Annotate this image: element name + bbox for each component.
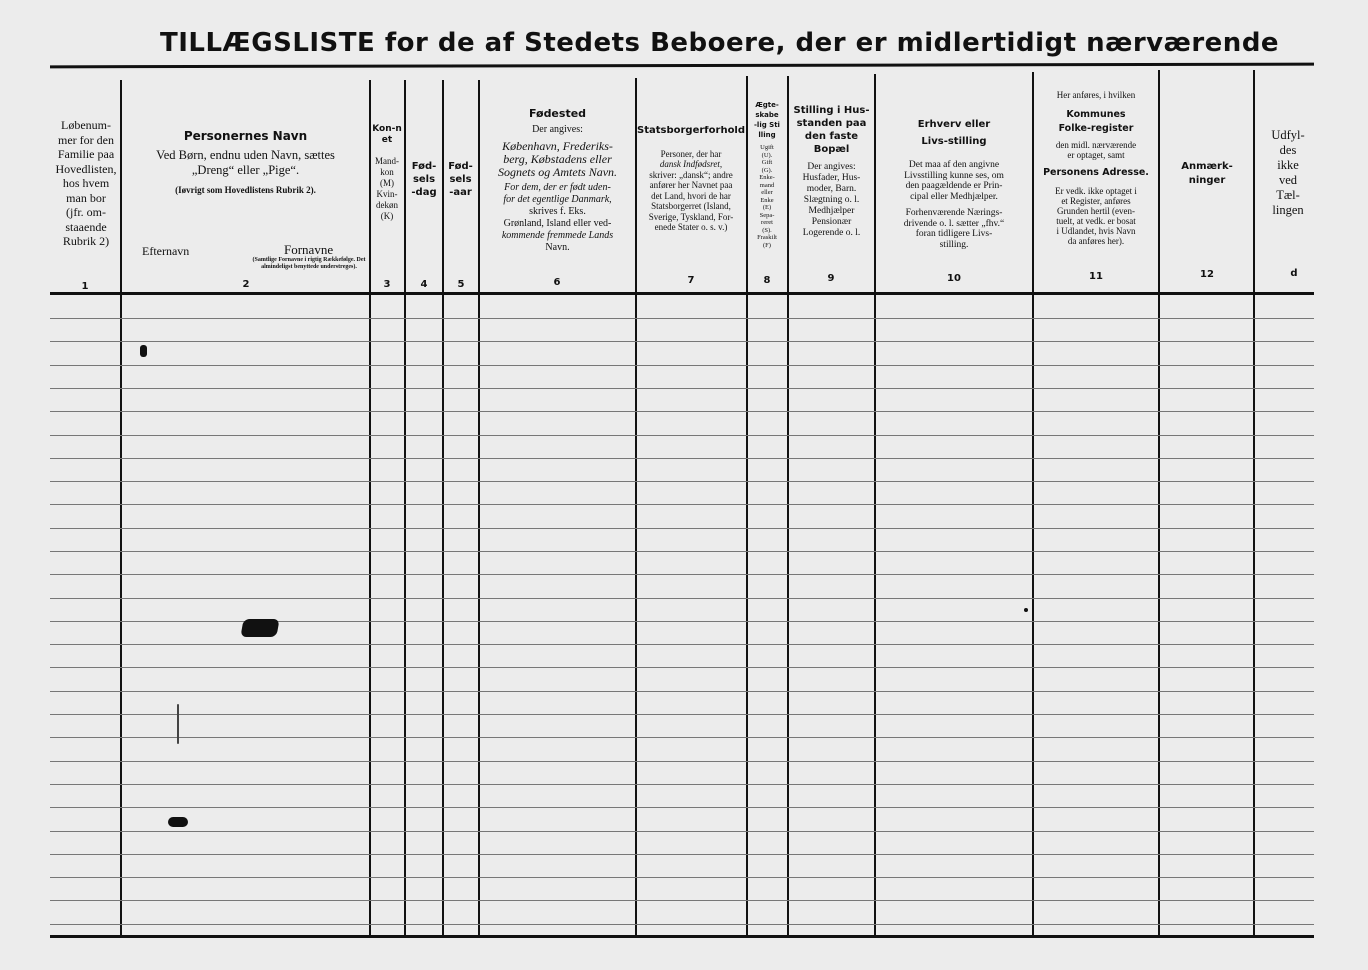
col10-line: drivende o. l. sætter „fhv.“ bbox=[903, 218, 1005, 229]
col3-heading: Kon-net bbox=[372, 124, 402, 145]
col2-heading: Personernes Navn bbox=[183, 130, 308, 143]
col9-line: Medhjælper bbox=[808, 206, 855, 216]
col4-heading: Fød-sels-dag bbox=[411, 161, 437, 198]
col10-line: Forhenværende Nærings- bbox=[905, 208, 1003, 218]
col10-line: Det maa af den angivne bbox=[908, 160, 1000, 170]
col3-line: (K) bbox=[380, 211, 394, 221]
ink-stroke bbox=[177, 704, 179, 744]
col6-heading: Fødested bbox=[528, 108, 587, 120]
col5-heading: Fød-sels-aar bbox=[448, 161, 473, 198]
col6-line: Der angives: bbox=[532, 124, 583, 135]
col-d-line: Udfyl- bbox=[1271, 128, 1305, 142]
col11-line: Grunden hertil (even- bbox=[1057, 206, 1135, 216]
col1-line: Løbenum- bbox=[61, 118, 111, 132]
col-number: 4 bbox=[420, 279, 428, 290]
col6-line: Grønland, Island eller ved- bbox=[503, 218, 612, 229]
col3-line: Mand- bbox=[375, 156, 399, 166]
col12-header bbox=[1161, 160, 1253, 188]
col8-line: Sepa- bbox=[759, 211, 775, 219]
col5-header bbox=[444, 160, 477, 199]
col7-line: enede Stater o. s. v.) bbox=[654, 222, 728, 232]
writing-line bbox=[50, 481, 1314, 482]
col7-line: dansk Indfødsret, bbox=[659, 159, 723, 169]
col-number: 11 bbox=[1089, 271, 1103, 282]
col8-heading: Ægte-skabe-lig Stilling bbox=[754, 101, 780, 139]
writing-line bbox=[50, 854, 1314, 855]
col9-line: Husfader, Hus- bbox=[802, 173, 861, 183]
writing-line bbox=[50, 900, 1314, 901]
col6-line: for det egentlige Danmark, bbox=[503, 194, 612, 205]
col-number: 8 bbox=[763, 275, 771, 286]
col10-line: stilling. bbox=[939, 239, 969, 250]
surname-subheader: Efternavn bbox=[142, 244, 190, 258]
col-number: 1 bbox=[81, 281, 89, 292]
col11-line: da anføres her). bbox=[1067, 236, 1125, 246]
col11-line: et Register, anføres bbox=[1061, 196, 1131, 206]
col3-line: (M) bbox=[380, 178, 394, 188]
col8-line: (U). bbox=[761, 151, 773, 159]
col-d-line: Tæl- bbox=[1276, 188, 1300, 202]
col11-heading2: Personens Adresse. bbox=[1043, 167, 1149, 178]
col7-line: det Land, hvori de har bbox=[651, 190, 731, 201]
col6-line: Sognets og Amtets Navn. bbox=[497, 165, 618, 179]
writing-line bbox=[50, 318, 1314, 319]
col9-line: Pensionær bbox=[811, 217, 852, 227]
writing-line bbox=[50, 528, 1314, 529]
col10-line: den paagældende er Prin- bbox=[905, 181, 1003, 191]
col7-header bbox=[637, 126, 745, 233]
col7-line: anfører her Navnet paa bbox=[649, 180, 733, 190]
col11-line: er optaget, samt bbox=[1067, 150, 1125, 160]
col11-line: Er vedk. ikke optaget i bbox=[1055, 186, 1137, 196]
col7-line: skriver: „dansk“; andre bbox=[649, 169, 733, 180]
col6-line: berg, Købstadens eller bbox=[503, 152, 612, 166]
col-d-line: ikke bbox=[1277, 158, 1299, 172]
col-number: 5 bbox=[457, 279, 465, 290]
ink-dot bbox=[1024, 608, 1028, 612]
col8-line: Ugift bbox=[760, 144, 774, 151]
col8-line: Fraskilt bbox=[757, 234, 777, 241]
col10-line: foran tidligere Livs- bbox=[915, 229, 993, 239]
writing-line bbox=[50, 598, 1314, 599]
col3-header bbox=[371, 124, 403, 222]
col2-header bbox=[124, 130, 367, 196]
col2-line: Ved Børn, endnu uden Navn, sættes bbox=[156, 148, 335, 162]
col-divider bbox=[478, 80, 480, 937]
col12-heading: Anmærk-ninger bbox=[1181, 161, 1233, 186]
writing-line bbox=[50, 807, 1314, 808]
col1-line: hos hvem bbox=[62, 176, 110, 190]
col-d-line: ved bbox=[1278, 173, 1298, 187]
writing-line bbox=[50, 644, 1314, 645]
col8-line: eller bbox=[761, 189, 773, 196]
writing-line bbox=[50, 784, 1314, 785]
col10-line: cipal eller Medhjælper. bbox=[910, 191, 998, 202]
col1-line: mer for den bbox=[58, 132, 114, 147]
ink-blot bbox=[240, 619, 279, 637]
writing-line bbox=[50, 411, 1314, 412]
col-number: 10 bbox=[947, 273, 961, 284]
col6-line: København, Frederiks- bbox=[502, 139, 613, 153]
writing-line bbox=[50, 761, 1314, 762]
col8-line: reret bbox=[761, 219, 773, 226]
col11-line: i Udlandet, hvis Navn bbox=[1056, 226, 1136, 236]
writing-line bbox=[50, 365, 1314, 366]
col-d-line: des bbox=[1279, 143, 1297, 157]
col6-line: For dem, der er født uden- bbox=[504, 182, 611, 193]
form-title: TILLÆGSLISTE for de af Stedets Beboere, der er midlertidigt nærværende bbox=[160, 28, 1280, 58]
col6-header bbox=[481, 108, 634, 254]
writing-line bbox=[50, 621, 1314, 622]
col9-line: Logerende o. l. bbox=[802, 228, 861, 238]
col1-line: Hovedlisten, bbox=[55, 161, 117, 176]
col1-line: staaende bbox=[65, 219, 107, 234]
header-bottom-rule bbox=[50, 292, 1314, 295]
col-d-line: lingen bbox=[1272, 203, 1304, 217]
writing-line bbox=[50, 831, 1314, 832]
col-number: 12 bbox=[1200, 269, 1214, 280]
col8-line: (F) bbox=[763, 241, 771, 249]
col4-header bbox=[407, 160, 441, 199]
col2-line: „Dreng“ eller „Pige“. bbox=[191, 163, 300, 177]
ink-blot bbox=[140, 345, 147, 357]
writing-line bbox=[50, 435, 1314, 436]
col9-header bbox=[790, 104, 873, 239]
col9-heading: Stilling i Hus-standen paa den faste Bopæl bbox=[793, 105, 870, 155]
col-number: 3 bbox=[383, 279, 391, 290]
col9-line: Slægtning o. l. bbox=[803, 195, 860, 205]
col11-header bbox=[1035, 90, 1157, 246]
col6-line: Navn. bbox=[545, 242, 570, 253]
writing-line bbox=[50, 458, 1314, 459]
col8-line: (E) bbox=[762, 204, 772, 211]
col8-line: (G). bbox=[761, 166, 773, 174]
top-rule bbox=[50, 63, 1314, 69]
col-number: 9 bbox=[827, 273, 835, 284]
col11-line: tuelt, at vedk. er bosat bbox=[1056, 216, 1136, 226]
writing-line bbox=[50, 667, 1314, 668]
col-number: d bbox=[1290, 268, 1298, 279]
col8-line: (S). bbox=[762, 226, 772, 234]
col-number: 7 bbox=[687, 275, 695, 286]
col6-line: skrives f. Eks. bbox=[529, 206, 586, 217]
writing-line bbox=[50, 691, 1314, 692]
writing-line bbox=[50, 551, 1314, 552]
ink-blot bbox=[168, 817, 188, 827]
col9-line: moder, Barn. bbox=[806, 184, 857, 194]
col11-heading: Kommunes Folke-register bbox=[1058, 109, 1134, 134]
col8-line: mand bbox=[759, 181, 775, 189]
col1-line: Familie paa bbox=[57, 147, 115, 161]
col7-line: Personer, der har bbox=[660, 148, 722, 159]
col8-line: Enke- bbox=[759, 174, 775, 181]
col8-header bbox=[748, 100, 786, 249]
col-d-header bbox=[1256, 128, 1320, 218]
writing-line bbox=[50, 714, 1314, 715]
forenames-subheader: Fornavne bbox=[284, 242, 334, 257]
col-number: 2 bbox=[242, 279, 250, 290]
col8-line: Enke bbox=[760, 196, 774, 204]
col-divider bbox=[120, 80, 122, 937]
writing-line bbox=[50, 877, 1314, 878]
writing-line bbox=[50, 574, 1314, 575]
bottom-rule bbox=[50, 935, 1314, 938]
col3-line: kon bbox=[380, 167, 394, 177]
col-number: 6 bbox=[553, 277, 561, 288]
col2-note: (Iøvrigt som Hovedlistens Rubrik 2). bbox=[175, 185, 316, 195]
col7-line: Sverige, Tyskland, For- bbox=[648, 211, 734, 222]
col7-heading: Statsborgerforhold bbox=[637, 126, 745, 136]
writing-line bbox=[50, 504, 1314, 505]
writing-line bbox=[50, 341, 1314, 342]
col1-line: man bor bbox=[66, 190, 106, 205]
col1-header bbox=[52, 118, 120, 249]
col1-line: Rubrik 2) bbox=[62, 234, 110, 248]
col8-line: Gift bbox=[761, 159, 773, 166]
writing-line bbox=[50, 388, 1314, 389]
col9-line: Der angives: bbox=[807, 162, 856, 172]
col3-line: Kvin- bbox=[376, 189, 398, 199]
forenames-note: (Samtlige Fornavne i rigtig Rækkefølge. Det almindeligst benyttede understreges). bbox=[252, 257, 366, 270]
writing-line bbox=[50, 737, 1314, 738]
writing-line bbox=[50, 924, 1314, 925]
col11-line: den midl. nærværende bbox=[1055, 140, 1137, 150]
col-divider bbox=[404, 80, 406, 937]
col-divider bbox=[442, 80, 444, 937]
col6-line: kommende fremmede Lands bbox=[501, 230, 614, 241]
col10-heading: Erhverv eller Livs-stilling bbox=[917, 119, 991, 147]
col11-top: Her anføres, i hvilken bbox=[1056, 90, 1136, 100]
col10-line: Livsstilling kunne ses, om bbox=[904, 170, 1004, 181]
col7-line: Statsborgerret (Island, bbox=[651, 201, 731, 211]
col1-line: (jfr. om- bbox=[66, 205, 106, 219]
col10-header bbox=[877, 116, 1031, 250]
col3-line: dekøn bbox=[376, 200, 398, 210]
